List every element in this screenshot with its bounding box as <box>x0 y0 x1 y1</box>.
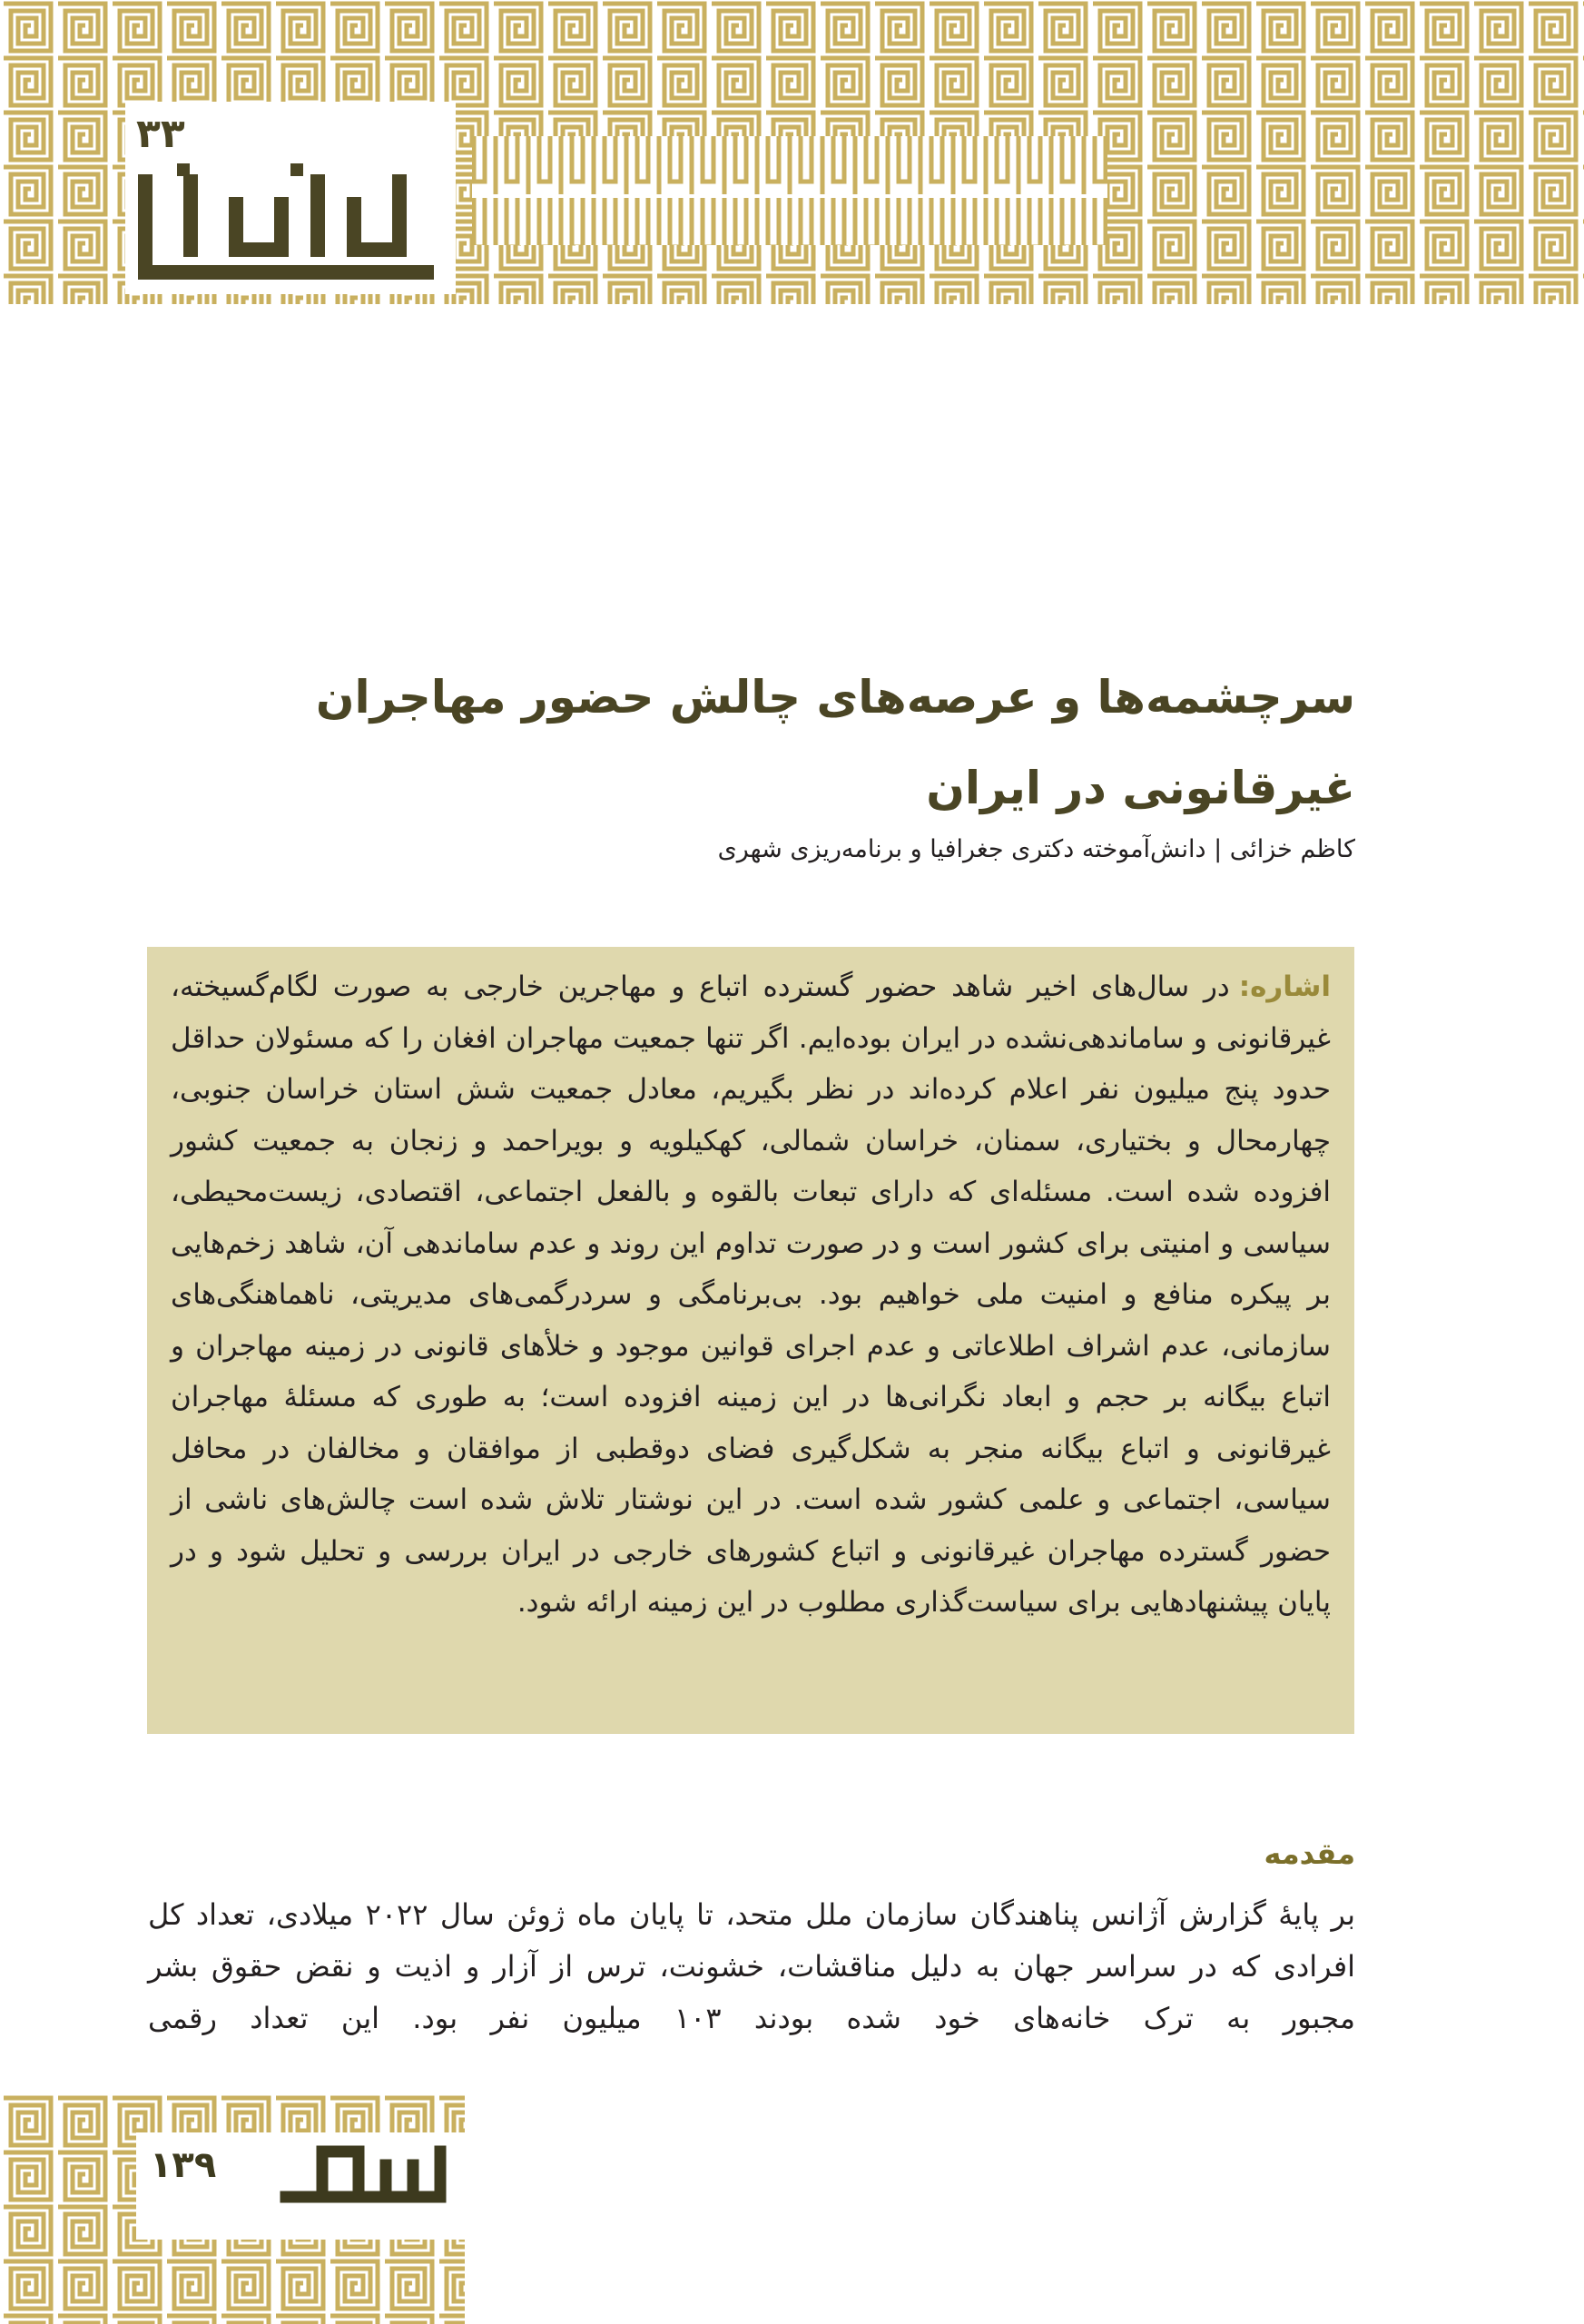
introduction-heading: مقدمه <box>1264 1837 1355 1871</box>
article-title: سرچشمه‌ها و عرصه‌های چالش حضور مهاجران غیرقانونی در ایران <box>315 671 1355 814</box>
author-byline: کاظم خزائی | دانش‌آموخته دکتری جغرافیا و برنامه‌ریزی شهری <box>717 835 1355 863</box>
page-number: ۳۳ <box>136 111 185 157</box>
abstract-text: در سال‌های اخیر شاهد حضور گسترده اتباع و مهاجرین خارجی به صورت لگام‌گسیخته، غیرقانونی و ساماندهی‌نشده در ایران بوده‌ایم. اگر تنها جمعیت مهاجران افغان را که مسئولان حداقل حدود پنج میلیون نفر اعلام کرده‌اند در نظر بگیریم، معادل جمعیت شش استان خراسان جنوبی، چهارمحال و بختیاری، سمنان، خراسان شمالی، کهکیلویه و بویراحمد و زنجان به جمعیت کشور افزوده شده است. مسئله‌ای که دارای تبعات بالقوه و بالفعل اجتماعی، اقتصادی، زیست‌محیطی، سیاسی و امنیتی برای کشور است و در صورت تداوم این روند و عدم ساماندهی آن، شاهد زخم‌هایی بر پیکره منافع و امنیت ملی خواهیم بود. بی‌برنامگی و سردرگمی‌های مدیریتی، ناهماهنگی‌های سازمانی، عدم اشراف اطلاعاتی و عدم اجرای قوانین موجود و خلأهای قانونی در زمینه مهاجران و اتباع بیگانه بر حجم و ابعاد نگرانی‌ها در این زمینه افزوده است؛ به طوری که مسئلهٔ مهاجران غیرقانونی و اتباع بیگانه منجر به شکل‌گیری فضای دوقطبی از موافقان و مخالفان در محافل سیاسی، اجتماعی و علمی کشور شده است. در این نوشتار تلاش شده است چالش‌های ناشی از حضور گسترده مهاجران غیرقانونی و اتباع کشورهای خارجی در ایران بررسی و تحلیل شود و در پایان پیشنهادهایی برای سیاست‌گذاری مطلوب در این زمینه ارائه شود. <box>171 970 1331 1619</box>
section-logo <box>136 163 436 286</box>
abstract-paragraph <box>171 961 1331 1629</box>
abstract-label: اشاره: <box>1238 970 1331 1003</box>
issue-number: ۱۳۹ <box>150 2144 217 2186</box>
abstract-box <box>147 947 1354 1734</box>
introduction-text: بر پایهٔ گزارش آژانس پناهندگان سازمان ملل متحد، تا پایان ماه ژوئن سال ۲۰۲۲ میلادی، تعداد کل افرادی که در سراسر جهان به دلیل مناقشات، خشونت، ترس از آزار و اذیت و نقض حقوق بشر مجبور به ترک خانه‌های خود شده بودند ۱۰۳ میلیون نفر بود. این تعداد رقمی <box>148 1897 1356 2035</box>
